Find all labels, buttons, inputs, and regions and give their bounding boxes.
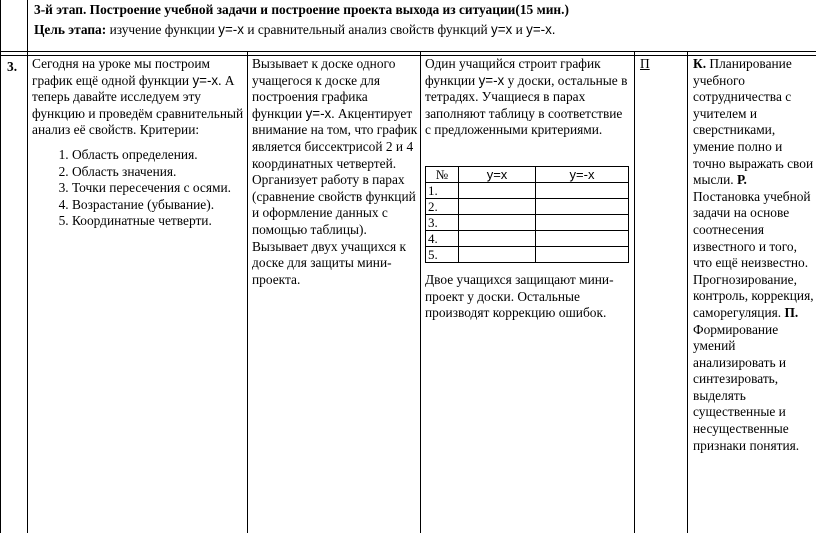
intro-fn: y=-x bbox=[192, 72, 219, 88]
table-row bbox=[426, 247, 629, 263]
grid-line-col2-right bbox=[420, 52, 421, 533]
student-activity-cell bbox=[425, 56, 631, 139]
table-cell bbox=[459, 215, 536, 231]
r-label: Р. bbox=[736, 172, 747, 188]
comparison-table bbox=[425, 166, 629, 263]
teacher-speech-intro bbox=[32, 56, 246, 139]
teacher-speech-cell bbox=[32, 56, 246, 230]
skills-cell bbox=[693, 56, 815, 454]
criteria-item: 4. Возрастание (убывание). bbox=[72, 197, 246, 214]
goal-fn1: y=-x bbox=[218, 21, 244, 37]
goal-fn2: y=x bbox=[491, 21, 513, 37]
table-row bbox=[426, 183, 629, 199]
criteria-item: 2. Область значения. bbox=[72, 164, 246, 181]
p-text: Формирование умений анализировать и синтезировать, выделять существенные и несущественные признаки понятия. bbox=[693, 321, 800, 453]
stage-title-text: 3-й этап. Построение учебной задачи и построение проекта выхода из ситуации bbox=[34, 2, 516, 17]
table-row-num: 1. bbox=[426, 183, 459, 199]
grid-line-left bbox=[0, 0, 1, 533]
grid-line-header-bottom bbox=[0, 51, 816, 52]
table-row-num: 5. bbox=[426, 247, 459, 263]
k-text: Планирование учебного сотрудничества с учителем и сверстниками, умение полно и точно выражать свои мысли. bbox=[693, 56, 814, 188]
row-number: 3. bbox=[7, 59, 18, 74]
table-row-num: 3. bbox=[426, 215, 459, 231]
col3-text-a: Один учащийся строит график функции bbox=[425, 56, 601, 88]
table-cell bbox=[536, 183, 629, 199]
criteria-item: 3. Точки пересечения с осями. bbox=[72, 180, 246, 197]
intro-b: . А теперь давайте исследуем эту функцию и проведём сравнительный анализ её свойств. Критерии: bbox=[32, 72, 244, 138]
table-header-yx: y=x bbox=[459, 167, 536, 183]
table-header-row bbox=[426, 167, 629, 183]
criteria-item: 5. Координатные четверти. bbox=[72, 213, 246, 230]
goal-text-a: изучение функции bbox=[106, 21, 219, 37]
table-row-num: 4. bbox=[426, 231, 459, 247]
goal-label: Цель этапа: bbox=[34, 21, 107, 37]
goal-text-c: и bbox=[512, 21, 527, 37]
table-row bbox=[426, 215, 629, 231]
table-cell bbox=[536, 199, 629, 215]
table-cell bbox=[536, 247, 629, 263]
table-cell bbox=[459, 247, 536, 263]
stage-duration: (15 мин.) bbox=[515, 2, 569, 17]
grid-line-num-right bbox=[27, 0, 28, 533]
table-row-num: 2. bbox=[426, 199, 459, 215]
form-of-work-cell: П bbox=[640, 56, 650, 71]
table-row bbox=[426, 231, 629, 247]
table-cell bbox=[536, 215, 629, 231]
p-label: П. bbox=[784, 304, 799, 320]
col3-text-b: у доски, остальные в тетрадях. Учащиеся в парах заполняют таблицу в соответствие с предложенными критериями. bbox=[425, 72, 628, 138]
grid-line-col4-right bbox=[687, 52, 688, 533]
stage-title bbox=[34, 2, 814, 19]
criteria-list bbox=[32, 147, 246, 230]
table-row bbox=[426, 199, 629, 215]
table-cell bbox=[459, 199, 536, 215]
grid-line-col3-right bbox=[634, 52, 635, 533]
r-text: Постановка учебной задачи на основе соотнесения известного и того, что ещё неизвестно. Прогнозирование, контроль, коррекция, саморегуляция. bbox=[693, 188, 814, 320]
table-header-num: № bbox=[426, 167, 459, 183]
teacher-activity-cell bbox=[252, 56, 418, 288]
table-cell bbox=[459, 231, 536, 247]
col2-text-a: Вызывает к доске одного учащегося к доске для построения графика функции bbox=[252, 56, 396, 121]
criteria-item: 1. Область определения. bbox=[72, 147, 246, 164]
intro-a: Сегодня на уроке мы построим график ещё одной функции bbox=[32, 56, 211, 88]
goal-fn3: y=-x. bbox=[526, 21, 556, 37]
table-header-ymx: y=-x bbox=[536, 167, 629, 183]
col3-fn: y=-x bbox=[478, 72, 505, 88]
stage-header bbox=[34, 2, 814, 38]
col2-fn: y=-x bbox=[305, 105, 332, 121]
table-cell bbox=[536, 231, 629, 247]
col3-text-after: Двое учащихся защищают мини-проект у доски. Остальные производят коррекцию ошибок. bbox=[425, 272, 614, 321]
col2-text-b: . Акцентирует внимание на том, что график является биссектрисой 2 и 4 координатных четвертей. Организует работу в парах (сравнение свойств функций и оформление данных с помощью таблицы). Вызывает двух учащихся к доске для защиты мини-проекта. bbox=[252, 105, 418, 287]
grid-line-col1-right bbox=[247, 52, 248, 533]
goal-text-b: и сравнительный анализ свойств функций bbox=[243, 21, 492, 37]
stage-goal bbox=[34, 22, 814, 39]
k-label: К. bbox=[693, 56, 707, 71]
table-cell bbox=[459, 183, 536, 199]
